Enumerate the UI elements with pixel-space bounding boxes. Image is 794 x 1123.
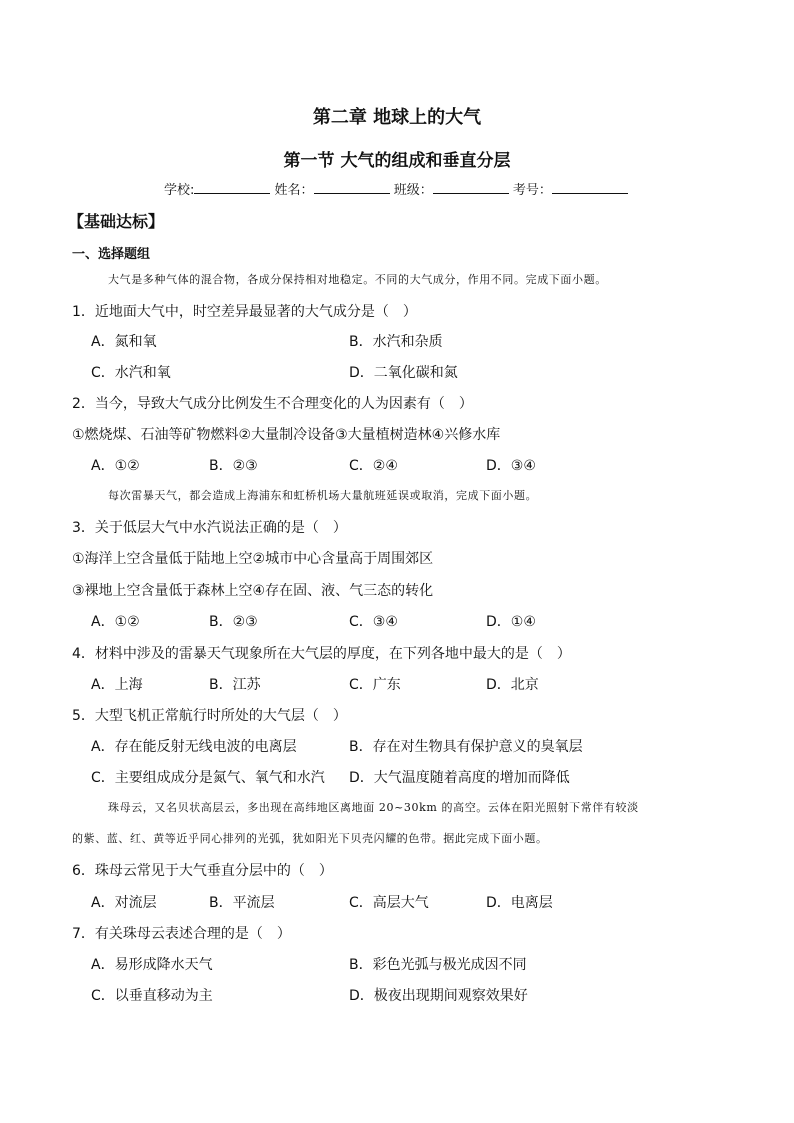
section-title: 第一节 大气的组成和垂直分层 (283, 151, 511, 171)
material-1: 大气是多种气体的混合物，各成分保持相对地稳定。不同的大气成分，作用不同。完成下面小题。 (108, 273, 607, 286)
q1-option-d[interactable]: D．二氧化碳和氮 (349, 365, 458, 381)
q2-option-b[interactable]: B．②③ (209, 458, 258, 474)
q5-option-b[interactable]: B．存在对生物具有保护意义的臭氧层 (349, 739, 583, 755)
part-heading: 一、选择题组 (72, 247, 151, 262)
q7-option-c[interactable]: C．以垂直移动为主 (91, 988, 213, 1004)
q7-option-d[interactable]: D．极夜出现期间观察效果好 (349, 988, 528, 1004)
question-5-stem: 5．大型飞机正常航行时所处的大气层（ ） (72, 708, 347, 724)
q3-option-c[interactable]: C．③④ (349, 614, 398, 630)
chapter-title: 第二章 地球上的大气 (312, 107, 482, 128)
material-2: 每次雷暴天气，都会造成上海浦东和虹桥机场大量航班延误或取消，完成下面小题。 (108, 489, 538, 502)
question-3-items-1: ①海洋上空含量低于陆地上空②城市中心含量高于周围郊区 (72, 551, 434, 567)
q7-option-b[interactable]: B．彩色光弧与极光成因不同 (349, 957, 527, 973)
question-2-items: ①燃烧煤、石油等矿物燃料②大量制冷设备③大量植树造林④兴修水库 (72, 427, 501, 443)
q1-option-a[interactable]: A．氮和氧 (91, 334, 157, 350)
section-heading: 【基础达标】 (68, 212, 165, 231)
q5-option-c[interactable]: C．主要组成成分是氮气、氧气和水汽 (91, 770, 325, 786)
question-3-items-2: ③裸地上空含量低于森林上空④存在固、液、气三态的转化 (72, 583, 434, 599)
q4-option-b[interactable]: B．江苏 (209, 677, 261, 693)
school-blank[interactable] (194, 181, 270, 194)
material-3-line-1: 珠母云，又名贝状高层云，多出现在高纬地区离地面 20~30km 的高空。云体在阳光照射下常伴有较淡 (108, 801, 639, 814)
q6-option-d[interactable]: D．电离层 (486, 895, 553, 911)
q6-option-c[interactable]: C．高层大气 (349, 895, 429, 911)
q2-option-a[interactable]: A．①② (91, 458, 140, 474)
q2-option-d[interactable]: D．③④ (486, 458, 536, 474)
exam-no-label: 考号： (512, 183, 552, 198)
name-blank[interactable] (314, 181, 390, 194)
q4-option-a[interactable]: A．上海 (91, 677, 143, 693)
question-6-stem: 6．珠母云常见于大气垂直分层中的（ ） (72, 863, 333, 879)
question-1-stem: 1．近地面大气中，时空差异最显著的大气成分是（ ） (72, 304, 417, 320)
question-2-stem: 2．当今，导致大气成分比例发生不合理变化的人为因素有（ ） (72, 396, 473, 412)
q3-option-a[interactable]: A．①② (91, 614, 140, 630)
q4-option-c[interactable]: C．广东 (349, 677, 401, 693)
q3-option-d[interactable]: D．①④ (486, 614, 536, 630)
q7-option-a[interactable]: A．易形成降水天气 (91, 957, 213, 973)
q5-option-a[interactable]: A．存在能反射无线电波的电离层 (91, 739, 297, 755)
q2-option-c[interactable]: C．②④ (349, 458, 398, 474)
q3-option-b[interactable]: B．②③ (209, 614, 258, 630)
exam-no-blank[interactable] (552, 181, 628, 194)
q1-option-c[interactable]: C．水汽和氧 (91, 365, 171, 381)
name-label: 姓名： (274, 183, 314, 198)
question-7-stem: 7．有关珠母云表述合理的是（ ） (72, 926, 291, 942)
info-line (164, 179, 628, 198)
school-label: 学校: (164, 183, 195, 198)
class-blank[interactable] (433, 181, 509, 194)
q5-option-d[interactable]: D．大气温度随着高度的增加而降低 (349, 770, 570, 786)
question-4-stem: 4．材料中涉及的雷暴天气现象所在大气层的厚度，在下列各地中最大的是（ ） (72, 646, 571, 662)
question-3-stem: 3．关于低层大气中水汽说法正确的是（ ） (72, 520, 347, 536)
q4-option-d[interactable]: D．北京 (486, 677, 539, 693)
class-label: 班级： (393, 183, 433, 198)
q6-option-a[interactable]: A．对流层 (91, 895, 157, 911)
q1-option-b[interactable]: B．水汽和杂质 (349, 334, 443, 350)
q6-option-b[interactable]: B．平流层 (209, 895, 275, 911)
material-3-line-2: 的紫、蓝、红、黄等近乎同心排列的光弧，犹如阳光下贝壳闪耀的色带。据此完成下面小题。 (72, 832, 548, 845)
